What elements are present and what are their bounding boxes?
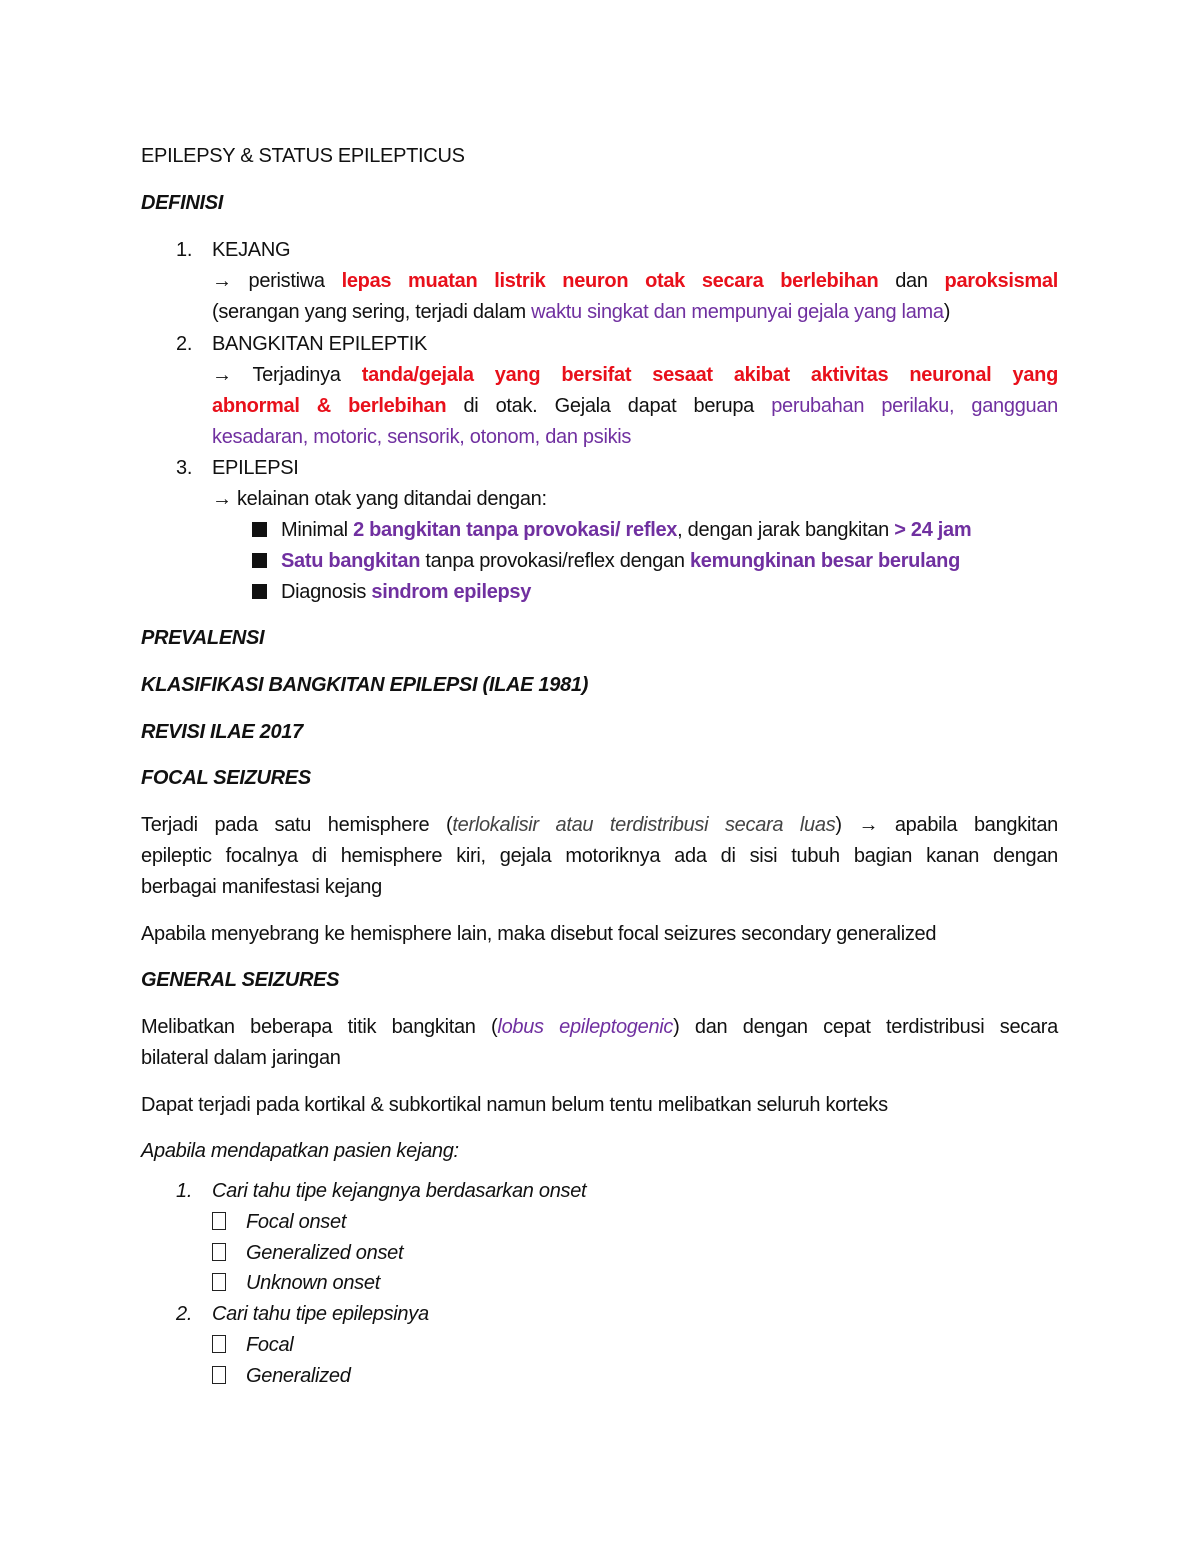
bullet-item: Minimal 2 bangkitan tanpa provokasi/ reflex, dengan jarak bangkitan > 24 jam <box>252 517 971 543</box>
list-number: 1. <box>176 239 193 261</box>
square-bullet-icon <box>252 522 267 537</box>
heading-klasifikasi: KLASIFIKASI BANGKITAN EPILEPSI (ILAE 1981) <box>141 674 589 696</box>
list-number: 2. <box>176 333 193 355</box>
list-item-epilepsi <box>176 455 299 481</box>
arrow-icon: → <box>212 488 232 510</box>
checkbox-icon <box>212 1212 226 1230</box>
list-item-kejang <box>176 237 290 263</box>
list-number: 1. <box>176 1180 193 1202</box>
focal-paragraph-line-2: epileptic focalnya di hemisphere kiri, gejala motoriknya ada di sisi tubuh bagian kanan dengan <box>141 845 1058 867</box>
bangkitan-definition-line-2: abnormal & berlebihan di otak. Gejala dapat berupa perubahan perilaku, gangguan <box>212 395 1058 417</box>
heading-definisi: DEFINISI <box>141 192 224 214</box>
list-item-step-2: 2. Cari tahu tipe epilepsinya <box>176 1303 429 1325</box>
heading-focal-seizures: FOCAL SEIZURES <box>141 767 311 789</box>
kejang-definition-line-1: → peristiwa lepas muatan listrik neuron otak secara berlebihan dan paroksismal <box>212 270 1058 292</box>
list-heading: BANGKITAN EPILEPTIK <box>212 333 428 355</box>
checkbox-item: Generalized onset <box>212 1240 403 1266</box>
checkbox-icon <box>212 1273 226 1291</box>
pasien-intro: Apabila mendapatkan pasien kejang: <box>141 1140 459 1162</box>
checkbox-icon <box>212 1366 226 1384</box>
epilepsi-definition: → kelainan otak yang ditandai dengan: <box>212 488 547 510</box>
focal-paragraph-line-3: berbagai manifestasi kejang <box>141 876 382 898</box>
checkbox-item: Generalized <box>212 1363 351 1389</box>
bangkitan-definition-line-3: kesadaran, motoric, sensorik, otonom, dan psikis <box>212 426 632 448</box>
heading-prevalensi: PREVALENSI <box>141 627 265 649</box>
checkbox-icon <box>212 1335 226 1353</box>
list-heading: EPILEPSI <box>212 457 299 479</box>
bullet-item: Satu bangkitan tanpa provokasi/reflex dengan kemungkinan besar berulang <box>252 548 960 574</box>
general-paragraph-line-1: Melibatkan beberapa titik bangkitan (lobus epileptogenic) dan dengan cepat terdistribusi secara <box>141 1016 1058 1038</box>
bangkitan-definition-line-1: → Terjadinya tanda/gejala yang bersifat sesaat akibat aktivitas neuronal yang <box>212 364 1058 386</box>
list-heading: KEJANG <box>212 239 291 261</box>
general-paragraph-2: Dapat terjadi pada kortikal & subkortikal namun belum tentu melibatkan seluruh korteks <box>141 1094 888 1116</box>
focal-paragraph-2: Apabila menyebrang ke hemisphere lain, maka disebut focal seizures secondary generalized <box>141 923 937 945</box>
square-bullet-icon <box>252 584 267 599</box>
square-bullet-icon <box>252 553 267 568</box>
checkbox-item: Focal <box>212 1332 293 1358</box>
list-item-step-1: 1. Cari tahu tipe kejangnya berdasarkan onset <box>176 1180 587 1202</box>
document-title: EPILEPSY & STATUS EPILEPTICUS <box>141 145 465 167</box>
general-paragraph-line-2: bilateral dalam jaringan <box>141 1047 341 1069</box>
list-number: 2. <box>176 1303 193 1325</box>
focal-paragraph-line-1: Terjadi pada satu hemisphere (terlokalisir atau terdistribusi secara luas) → apabila bangkitan <box>141 814 1058 836</box>
list-item-bangkitan <box>176 331 427 357</box>
heading-general-seizures: GENERAL SEIZURES <box>141 969 340 991</box>
checkbox-item: Unknown onset <box>212 1270 380 1296</box>
checkbox-item: Focal onset <box>212 1209 346 1235</box>
kejang-definition-line-2: (serangan yang sering, terjadi dalam waktu singkat dan mempunyai gejala yang lama) <box>212 301 951 323</box>
heading-revisi: REVISI ILAE 2017 <box>141 721 303 743</box>
list-number: 3. <box>176 457 193 479</box>
bullet-item: Diagnosis sindrom epilepsy <box>252 579 531 605</box>
arrow-icon: → <box>212 364 232 386</box>
checkbox-icon <box>212 1243 226 1261</box>
arrow-icon: → <box>212 270 232 292</box>
